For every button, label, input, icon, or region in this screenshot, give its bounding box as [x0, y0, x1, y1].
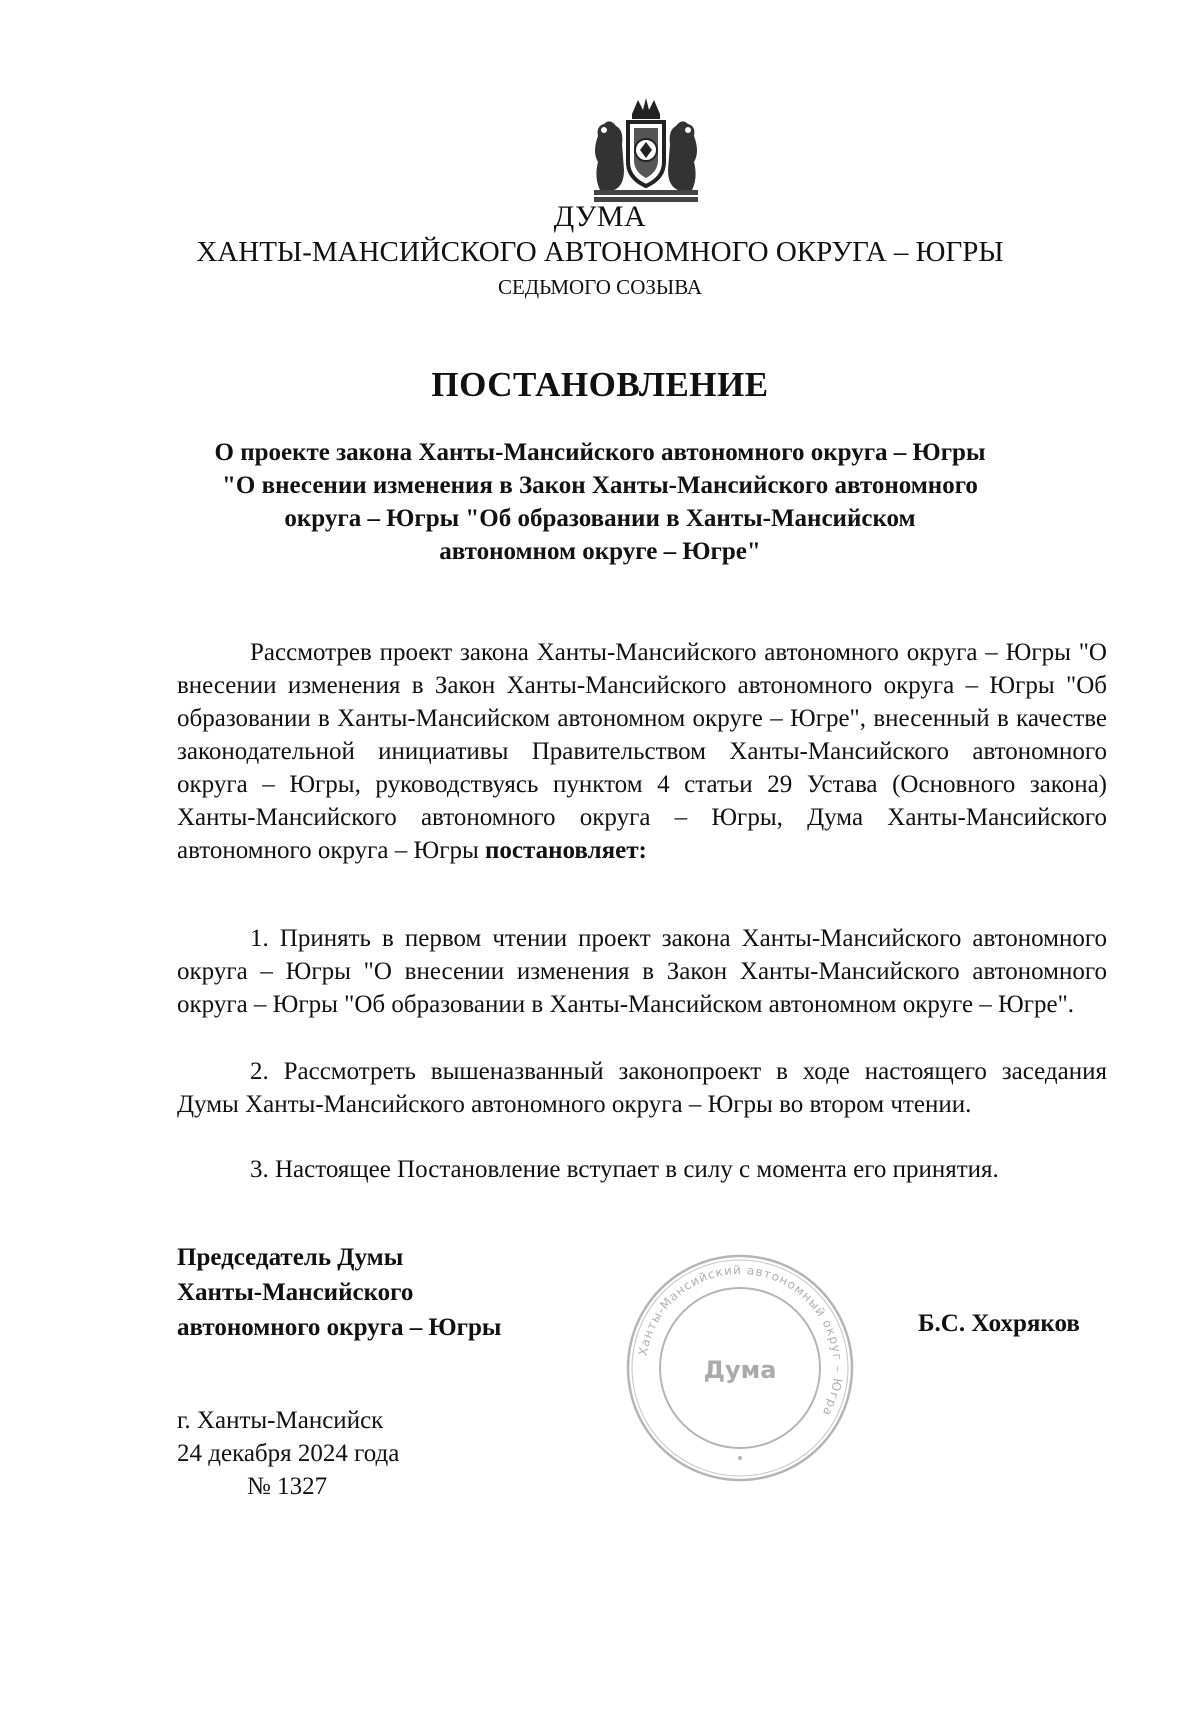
- resolution-item-text: 1. Принять в первом чтении проект закона Ханты-Мансийского автономного округа – Югры "О внесении изменения в Закон Ханты-Мансийского автономного округа – Югры "Об образовании в Ханты-Мансийском автономном округе – Югре".: [177, 925, 1107, 1018]
- document-subject: [150, 436, 1050, 568]
- signatory-position: [177, 1240, 501, 1345]
- city: г. Ханты-Мансийск: [177, 1407, 384, 1434]
- organization-name: ХАНТЫ-МАНСИЙСКОГО АВТОНОМНОГО ОКРУГА – ЮГРЫ: [196, 236, 1004, 268]
- intro-paragraph: [177, 636, 1107, 867]
- duma-title: ДУМА: [553, 200, 647, 233]
- document-footer: [177, 1404, 399, 1503]
- position-line: Председатель Думы: [177, 1244, 404, 1271]
- svg-text:Ханты-Мансийский автономный ок: [636, 1263, 845, 1419]
- resolution-item: [177, 1153, 1107, 1186]
- document-number: № 1327: [247, 1473, 328, 1500]
- intro-text: Рассмотрев проект закона Ханты-Мансийского автономного округа – Югры "О внесении изменения в Закон Ханты-Мансийского автономного округа – Югры "Об образовании в Ханты-Мансийском автономном округе – Югре", внесенный в качестве законодательной инициативы Правительством Ханты-Мансийского автономного округа – Югры, руководствуясь пунктом 4 статьи 29 Устава (Основного закона) Ханты-Мансийского автономного округа – Югры, Дума Ханты-Мансийского автономного округа – Югры: [177, 639, 1107, 864]
- signatory-name: Б.С. Хохряков: [918, 1310, 1080, 1337]
- document-type: ПОСТАНОВЛЕНИЕ: [431, 365, 769, 404]
- document-date: 24 декабря 2024 года: [177, 1440, 400, 1467]
- resolution-item: [177, 922, 1107, 1021]
- coat-of-arms-icon: [590, 96, 702, 206]
- position-line: автономного округа – Югры: [177, 1314, 502, 1341]
- resolution-item-text: 2. Рассмотреть вышеназванный законопроект в ходе настоящего заседания Думы Ханты-Мансийского автономного округа – Югры во втором чтении.: [177, 1058, 1107, 1118]
- subject-line: округа – Югры "Об образовании в Ханты-Мансийском: [284, 505, 916, 532]
- seal-ring-text: Ханты-Мансийский автономный округ – Югра: [635, 1262, 846, 1419]
- resolution-item-text: 3. Настоящее Постановление вступает в силу с момента его принятия.: [250, 1156, 999, 1183]
- resolution-item: [177, 1055, 1107, 1121]
- resolves-word: постановляет:: [485, 837, 647, 864]
- seal-center-text: Дума: [703, 1356, 777, 1384]
- position-line: Ханты-Мансийского: [177, 1279, 414, 1306]
- subject-line: автономном округе – Югре": [439, 538, 761, 565]
- convocation: СЕДЬМОГО СОЗЫВА: [497, 275, 703, 299]
- subject-line: "О внесении изменения в Закон Ханты-Мансийского автономного: [222, 472, 978, 499]
- subject-line: О проекте закона Ханты-Мансийского автономного округа – Югры: [214, 439, 986, 466]
- round-seal-icon: [620, 1248, 860, 1488]
